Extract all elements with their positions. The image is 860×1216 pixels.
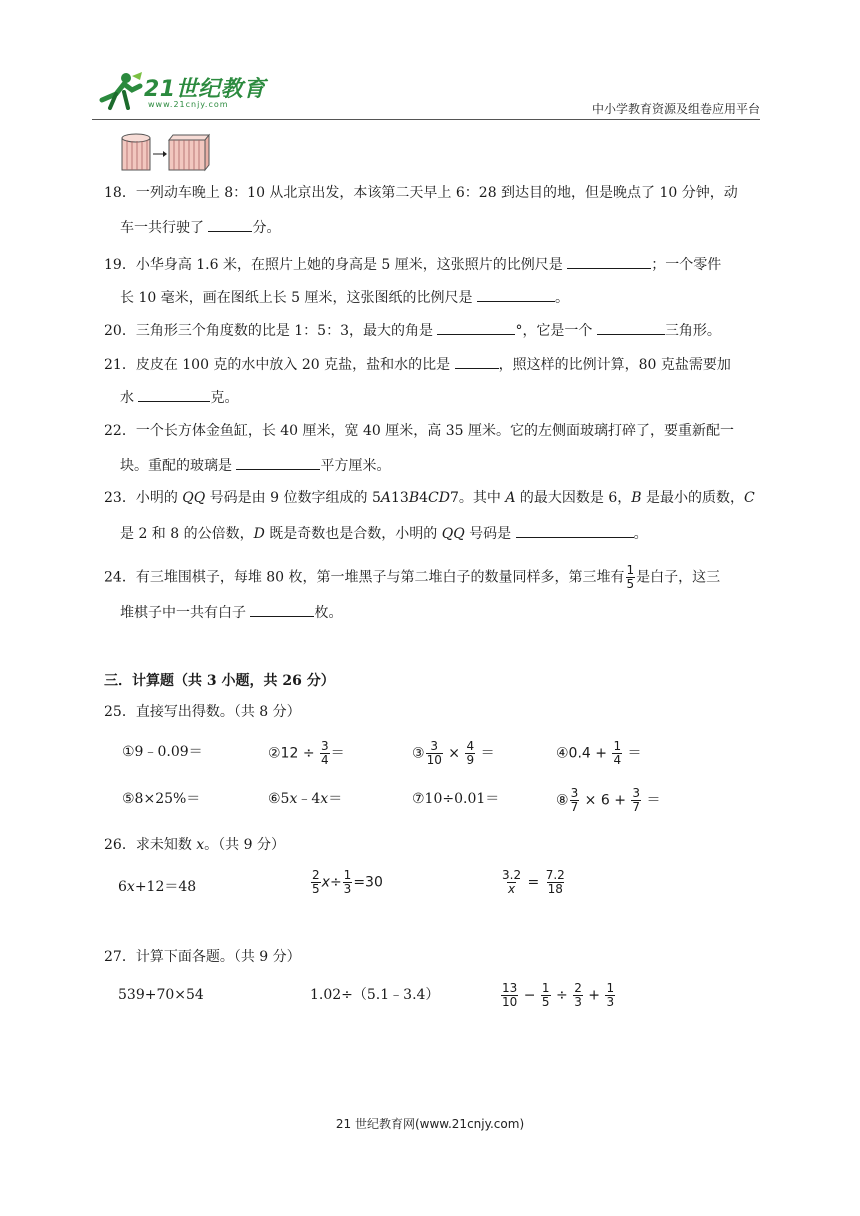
q18-text-2: 车一共行驶了: [120, 220, 209, 236]
runner-logo-icon: [96, 70, 144, 114]
fraction-numerator: 2: [312, 868, 320, 882]
header-divider: [92, 119, 760, 120]
answer-blank[interactable]: [236, 457, 320, 470]
question-19-line-1: [104, 256, 721, 272]
q23-text: 的最大因数是 6，: [515, 490, 632, 506]
calc-expression-1: 539+70×54: [118, 987, 204, 1003]
question-18-line-1: [104, 186, 738, 200]
expr-text: +: [583, 987, 605, 1004]
fraction: [465, 740, 475, 767]
fraction-denominator: 18: [547, 882, 563, 897]
expr-text: ⑥5: [268, 791, 290, 807]
fraction-denominator: 10: [502, 995, 518, 1010]
q22-text-3: 平方厘米。: [320, 458, 391, 474]
equation-3: [500, 869, 567, 896]
q19-text-4: 。: [554, 290, 569, 306]
fraction-numerator: 3: [430, 739, 439, 753]
question-25-title: 25．直接写出得数。（共 8 分）: [104, 704, 301, 720]
question-27-title: 27．计算下面各题。（共 9 分）: [104, 949, 301, 965]
q23-var: C: [744, 490, 755, 506]
calc-item-4: [556, 740, 642, 767]
cuboid-icon: [169, 135, 209, 170]
fraction: [631, 787, 641, 814]
equation-1: [118, 880, 196, 894]
answer-blank[interactable]: [138, 389, 210, 402]
fraction: [501, 869, 522, 896]
q23-text: 是最小的质数，: [641, 490, 745, 506]
question-26-title: [104, 838, 285, 852]
expr-text: =: [523, 874, 544, 891]
fraction-denominator: 5: [626, 577, 635, 592]
q23-text: 13: [390, 490, 409, 506]
q22-text: 22．一个长方体金鱼缸，长 40 厘米，宽 40 厘米，高 35 厘米。它的左侧面玻璃打碎了，要重新配一: [104, 423, 734, 439]
fraction-numerator: 3: [570, 786, 579, 800]
section-3-title: 三．计算题（共 3 小题，共 26 分）: [104, 673, 335, 689]
q20-text-3: 三角形。: [664, 323, 721, 339]
q21-text: 21．皮皮在 100 克的水中放入 20 克盐，盐和水的比是: [104, 357, 455, 373]
variable-x: x: [321, 874, 330, 891]
fraction-denominator: 10: [426, 753, 442, 768]
question-21-line-2: [120, 389, 238, 405]
fraction-numerator: 1: [606, 981, 615, 995]
expr-text: ﹣4: [297, 791, 321, 807]
expr-text: ＝: [328, 791, 343, 807]
expr-text: ③: [412, 745, 425, 762]
q26-text: 26．求未知数: [104, 837, 197, 853]
calc-item-1: ①9﹣0.09＝: [122, 744, 203, 760]
fraction: [541, 982, 551, 1009]
fraction-denominator: 4: [321, 753, 329, 768]
q21-text-3: 水: [120, 390, 139, 406]
q26-text: 。（共 9 分）: [204, 837, 285, 853]
question-22-line-1: [104, 424, 734, 438]
q23-var: A: [380, 490, 391, 506]
fraction: [426, 740, 443, 767]
question-22-line-2: [120, 457, 390, 473]
q23-var: A: [505, 490, 516, 506]
question-24-line-1: [104, 564, 720, 591]
fraction: [612, 740, 622, 767]
expr-text: ÷: [551, 987, 573, 1004]
calc-item-3: [412, 740, 495, 767]
arrow-right-icon: [153, 151, 167, 157]
q23-var: B: [408, 490, 420, 506]
equation-2: [310, 869, 383, 896]
answer-blank[interactable]: [250, 604, 314, 617]
answer-blank[interactable]: [516, 525, 634, 538]
expr-text: ＝: [476, 745, 495, 762]
logo-title: 21世纪教育: [144, 77, 266, 102]
expr-text: ÷: [329, 874, 342, 891]
q24-text-4: 枚。: [314, 605, 343, 621]
fraction-numerator: 1: [626, 563, 635, 577]
expr-text: × 6 +: [580, 792, 631, 809]
q23-text: 是 2 和 8 的公倍数，: [120, 526, 254, 542]
answer-blank[interactable]: [597, 322, 665, 335]
question-21-line-1: [104, 356, 731, 372]
q18-unit: 分。: [252, 220, 281, 236]
calc-item-7: ⑦10÷0.01＝: [412, 791, 500, 807]
expr-text: 6: [118, 879, 127, 895]
fraction-numerator: 7.2: [545, 868, 565, 882]
fraction-numerator: 3: [632, 786, 641, 800]
fraction-numerator: 3: [321, 739, 329, 753]
answer-blank[interactable]: [567, 256, 651, 269]
q19-text: 19．小华身高 1.6 米，在照片上她的身高是 5 厘米，这张照片的比例尺是: [104, 257, 568, 273]
q23-var: B: [631, 490, 642, 506]
calc-item-5: ⑤8×25%＝: [122, 791, 201, 807]
question-20: [104, 322, 721, 338]
q23-text: 号码是由 9 位数字组成的 5: [205, 490, 381, 506]
q21-text-4: 克。: [210, 390, 239, 406]
site-logo: [96, 70, 266, 116]
q23-var: D: [253, 526, 265, 542]
question-23-line-1: [104, 491, 755, 505]
q21-text-2: ，照这样的比例计算，80 克盐需要加: [498, 357, 731, 373]
q23-text: 7。其中: [449, 490, 506, 506]
variable-x: x: [126, 879, 135, 895]
fraction: [605, 982, 615, 1009]
fraction-denominator: 4: [613, 753, 622, 768]
expr-text: =30: [353, 874, 383, 891]
calc-expression-3: [500, 982, 616, 1009]
q18-text: 18．一列动车晚上 8：10 从北京出发，本该第二天早上 6：28 到达目的地，但是晚点了 10 分钟，动: [104, 185, 738, 201]
q20-text: 20．三角形三个角度数的比是 1：5：3，最大的角是: [104, 323, 438, 339]
fraction-denominator: 3: [574, 995, 582, 1010]
fraction-denominator: 5: [541, 995, 550, 1010]
answer-blank[interactable]: [455, 356, 499, 369]
fraction: [545, 869, 566, 896]
q23-var: QQ: [182, 490, 206, 506]
q19-text-3: 长 10 毫米，画在图纸上长 5 厘米，这张图纸的比例尺是: [120, 290, 477, 306]
q23-var: QQ: [441, 526, 465, 542]
cylinder-to-cuboid-figure: [120, 132, 214, 174]
answer-blank[interactable]: [437, 322, 515, 335]
fraction-numerator: 1: [541, 981, 550, 995]
q24-text: 24．有三堆围棋子，每堆 80 枚，第一堆黑子与第二堆白子的数量同样多，第三堆有: [104, 569, 625, 586]
fraction-numerator: 1: [613, 739, 622, 753]
platform-name: 中小学教育资源及组卷应用平台: [591, 102, 760, 116]
fraction: [626, 564, 636, 591]
answer-blank[interactable]: [477, 289, 555, 302]
q22-text-2: 块。重配的玻璃是: [120, 458, 237, 474]
q24-text-3: 堆棋子中一共有白子: [120, 605, 251, 621]
fraction-denominator: 9: [466, 753, 475, 768]
q23-var: CD: [428, 490, 450, 506]
calc-item-8: [556, 787, 660, 814]
expr-text: ④0.4 +: [556, 745, 612, 762]
question-18-line-2: [120, 219, 280, 235]
expr-text: −: [519, 987, 540, 1004]
fraction: [320, 740, 330, 767]
page-footer: 21 世纪教育网(www.21cnjy.com): [335, 1117, 525, 1131]
q23-text: 。: [633, 526, 648, 542]
expr-text: ⑧: [556, 792, 569, 809]
q20-text-2: °，它是一个: [515, 323, 597, 339]
q24-text-2: 是白子，这三: [636, 569, 721, 586]
fraction-denominator: 5: [312, 882, 320, 897]
calc-item-6: [268, 792, 342, 806]
fraction: [311, 869, 321, 896]
question-23-line-2: [120, 525, 648, 541]
cylinder-icon: [122, 134, 150, 170]
q23-text: 23．小明的: [104, 490, 183, 506]
answer-blank[interactable]: [208, 219, 252, 232]
fraction-denominator: 3: [606, 995, 615, 1010]
fraction-denominator: 7: [632, 800, 641, 815]
calc-item-2: [268, 740, 345, 767]
variable-x: x: [196, 837, 205, 853]
variable-x: x: [320, 791, 329, 807]
fraction: [573, 982, 583, 1009]
question-19-line-2: [120, 289, 569, 305]
expr-text: ＝: [642, 792, 661, 809]
fraction-denominator: x: [507, 882, 516, 897]
expr-text: ②12 ÷: [268, 745, 319, 762]
expr-text: ＝: [623, 745, 642, 762]
expr-text: ×: [443, 745, 465, 762]
expr-text: +12＝48: [134, 879, 197, 895]
fraction: [501, 982, 518, 1009]
fraction-denominator: 7: [570, 800, 579, 815]
fraction-numerator: 2: [574, 981, 582, 995]
expr-text: ＝: [330, 745, 345, 762]
fraction-numerator: 1: [343, 868, 352, 882]
fraction-numerator: 13: [502, 981, 518, 995]
q23-text: 4: [419, 490, 429, 506]
question-24-line-2: [120, 604, 342, 620]
variable-x: x: [289, 791, 298, 807]
fraction-numerator: 4: [466, 739, 475, 753]
fraction-denominator: 3: [343, 882, 352, 897]
logo-url: www.21cnjy.com: [148, 100, 229, 109]
q23-text: 号码是: [464, 526, 516, 542]
calc-expression-2: 1.02÷（5.1﹣3.4）: [310, 987, 440, 1003]
fraction-numerator: 3.2: [502, 868, 522, 882]
q23-text: 既是奇数也是合数，小明的: [264, 526, 442, 542]
fraction: [343, 869, 353, 896]
q19-text-2: ；一个零件: [651, 257, 722, 273]
fraction: [570, 787, 580, 814]
